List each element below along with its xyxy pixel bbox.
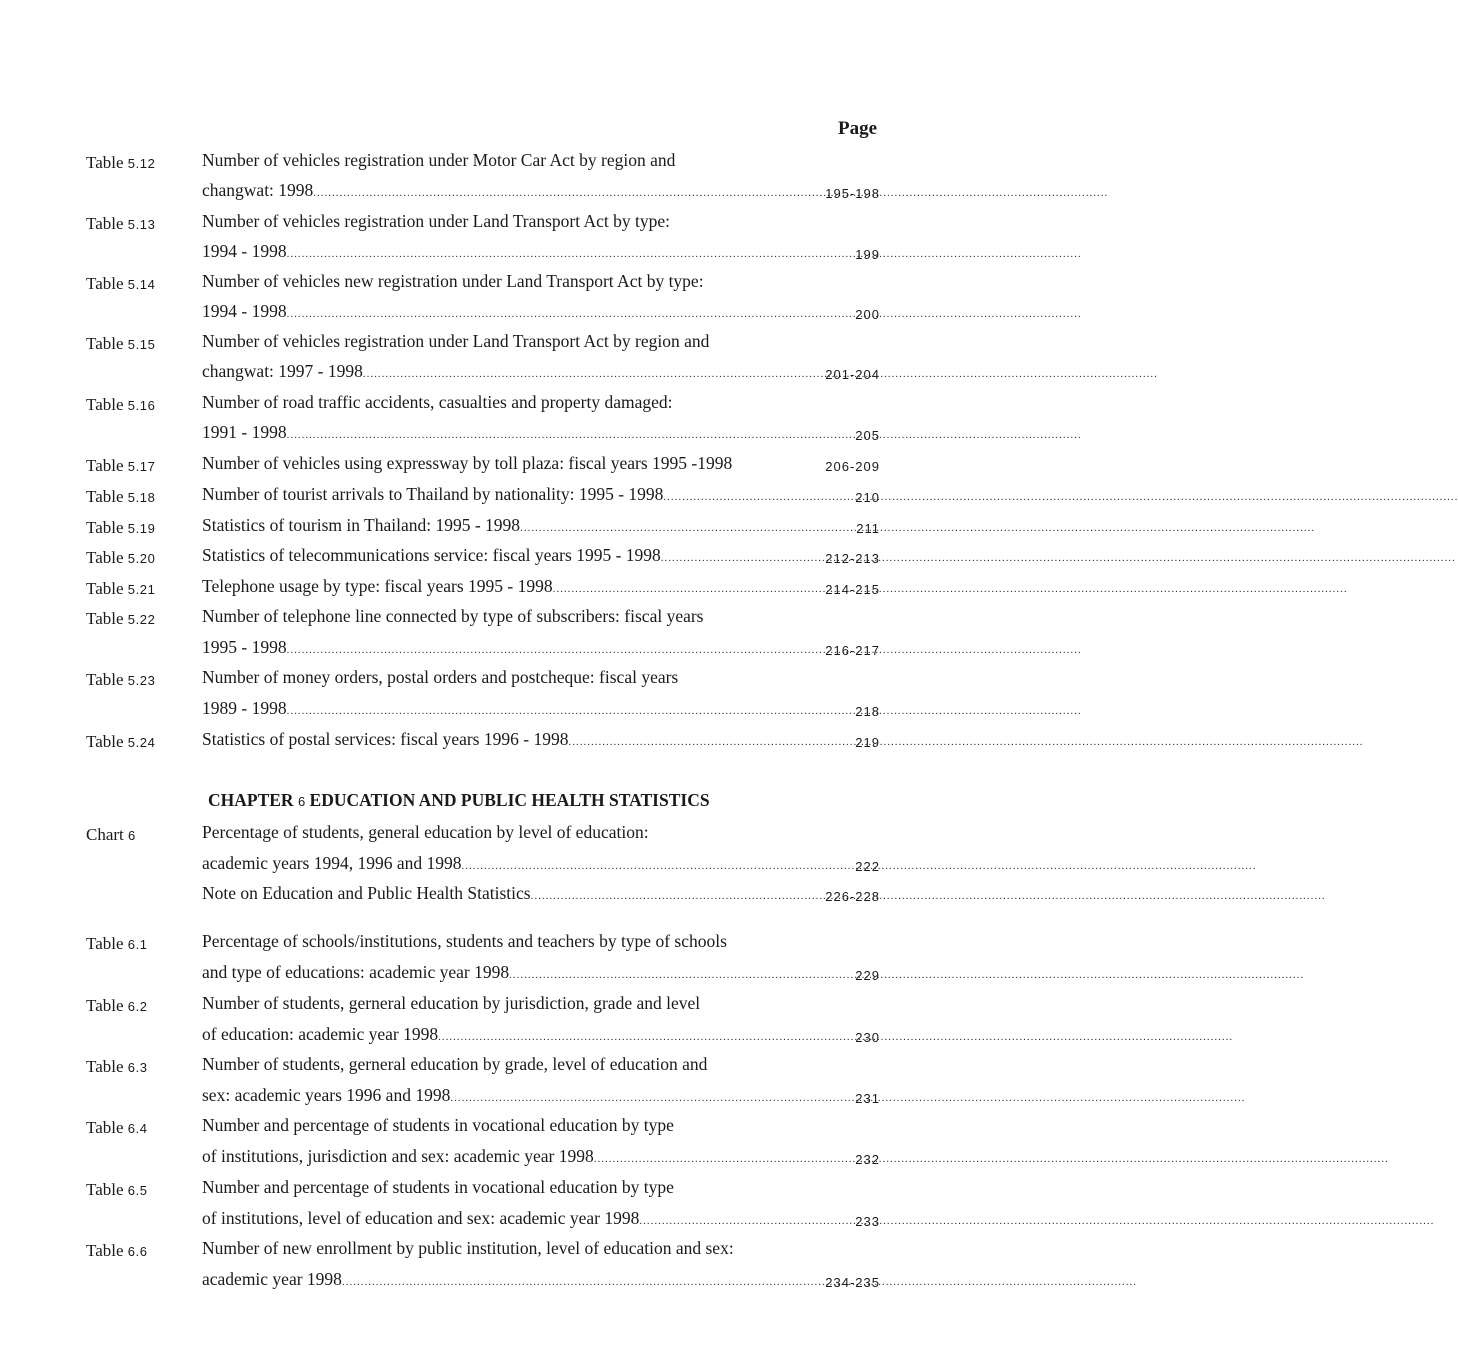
entry-label	[86, 1057, 148, 1077]
label-number: 6.6	[127, 1244, 148, 1259]
entry-title-line2: sex: academic years 1996 and 1998 .....	[202, 1085, 796, 1111]
chapter-title: EDUCATION AND PUBLIC HEALTH STATISTICS	[309, 790, 710, 810]
entry-title-line1: Percentage of schools/institutions, students and teachers by type of schools	[202, 931, 727, 951]
dot-leader	[342, 1276, 1137, 1288]
entry-page-number: 199	[855, 247, 880, 262]
label-number: 6.4	[127, 1121, 148, 1136]
entry-title-line2: of institutions, jurisdiction and sex: academic year 1998 .....	[202, 1146, 796, 1172]
entry-page-number: 233	[855, 1214, 880, 1229]
label-word: Table	[86, 395, 124, 414]
entry-page-number: 211	[856, 521, 880, 536]
label-word: Table	[86, 214, 124, 233]
entry-title-line2: and type of educations: academic year 1998 .....	[202, 962, 796, 988]
entry-page-number: 229	[855, 968, 880, 983]
label-number: 6.5	[127, 1183, 148, 1198]
entry-label	[86, 996, 148, 1016]
page-column-heading: Page	[838, 118, 878, 139]
dot-leader	[594, 1153, 1389, 1165]
entry-page-number: 226-228	[825, 889, 880, 904]
entry-title-line1: Number of vehicles registration under Motor Car Act by region and	[202, 150, 676, 170]
entry-label	[86, 518, 155, 538]
entry-page-number: 206-209	[825, 459, 880, 474]
label-word: Table	[86, 274, 124, 293]
dot-leader	[520, 522, 1315, 534]
entry-label	[86, 579, 155, 599]
label-number: 6.3	[127, 1060, 148, 1075]
label-word: Table	[86, 934, 124, 953]
chapter-number: 6	[297, 794, 306, 809]
label-word: Table	[86, 996, 124, 1015]
entry-page-number: 201-204	[825, 367, 880, 382]
entry-page-number: 232	[855, 1152, 880, 1167]
entry-title-line2: 1989 - 1998 .....	[202, 698, 796, 724]
entry-label	[86, 395, 155, 415]
entry-title-line1: Number of new enrollment by public institution, level of education and sex:	[202, 1238, 734, 1258]
dot-leader	[509, 969, 1304, 981]
entry-title-line2: 1991 - 1998 .....	[202, 422, 796, 448]
entry-title-line2: academic years 1994, 1996 and 1998 .....	[202, 853, 796, 879]
entry-page-number: 210	[855, 490, 880, 505]
entry-page-number: 218	[855, 704, 880, 719]
chapter-heading	[208, 790, 710, 811]
dot-leader	[639, 1215, 1434, 1227]
label-number: 5.20	[127, 551, 156, 566]
entry-label	[86, 548, 155, 568]
entry-title-line2: changwat: 1998 .....	[202, 180, 796, 206]
entry-title-line1: Number and percentage of students in vocational education by type	[202, 1115, 674, 1135]
entry-title-line1: Number of road traffic accidents, casualties and property damaged:	[202, 392, 673, 412]
entry-page-number: 219	[855, 735, 880, 750]
entry-page-number: 216-217	[825, 643, 880, 658]
entry-title-line2: of education: academic year 1998 .....	[202, 1024, 796, 1050]
label-word: Table	[86, 579, 124, 598]
label-number: 5.17	[127, 459, 156, 474]
label-number: 6.2	[127, 999, 148, 1014]
label-word: Table	[86, 670, 124, 689]
label-number: 6.1	[127, 937, 148, 952]
entry-title-line1: Statistics of telecommunications service: fiscal years 1995 - 1998 .....	[202, 545, 796, 571]
entry-label	[86, 1241, 148, 1261]
label-number: 5.16	[127, 398, 156, 413]
entry-title-line1: Statistics of tourism in Thailand: 1995 - 1998 .....	[202, 515, 796, 541]
label-word: Table	[86, 334, 124, 353]
entry-title-line1: Number of money orders, postal orders and postcheque: fiscal years	[202, 667, 679, 687]
dot-leader	[287, 248, 1082, 260]
label-number: 5.21	[127, 582, 156, 597]
entry-title-line2: academic year 1998 .....	[202, 1269, 796, 1295]
label-number: 5.15	[127, 337, 156, 352]
entry-page-number: 214-215	[825, 582, 880, 597]
entry-title-line1: Number of tourist arrivals to Thailand by nationality: 1995 - 1998 .....	[202, 484, 796, 510]
entry-label	[86, 609, 155, 629]
dot-leader	[313, 187, 1108, 199]
dot-leader	[531, 890, 1326, 902]
entry-title-line1: Number of students, gerneral education by jurisdiction, grade and level	[202, 993, 701, 1013]
entry-title-line1: Number of telephone line connected by type of subscribers: fiscal years	[202, 606, 704, 626]
entry-label	[86, 456, 155, 476]
entry-label	[86, 1180, 148, 1200]
entry-label	[86, 825, 136, 845]
entry-page-number: 212-213	[825, 551, 880, 566]
entry-label	[86, 487, 155, 507]
entry-page-number: 200	[855, 307, 880, 322]
label-word: Table	[86, 609, 124, 628]
dot-leader	[287, 705, 1082, 717]
entry-title-line1: Statistics of postal services: fiscal years 1996 - 1998 .....	[202, 729, 796, 755]
label-number: 5.22	[127, 612, 156, 627]
entry-label	[86, 274, 155, 294]
entry-title-line1: Percentage of students, general education by level of education:	[202, 822, 649, 842]
label-number: 5.23	[127, 673, 156, 688]
entry-label	[86, 214, 155, 234]
label-word: Table	[86, 732, 124, 751]
label-word: Table	[86, 1118, 124, 1137]
entry-page-number: 222	[855, 859, 880, 874]
entry-title-line1: Number and percentage of students in vocational education by type	[202, 1177, 674, 1197]
entry-label	[86, 732, 155, 752]
label-word: Table	[86, 487, 124, 506]
entry-title-line1: Number of students, gerneral education by grade, level of education and	[202, 1054, 708, 1074]
dot-leader	[287, 308, 1082, 320]
entry-label	[86, 153, 155, 173]
entry-page-number: 205	[855, 428, 880, 443]
entry-label	[86, 934, 148, 954]
label-number: 5.14	[127, 277, 156, 292]
dot-leader	[287, 429, 1082, 441]
label-number: 5.19	[127, 521, 156, 536]
label-number: 5.18	[127, 490, 156, 505]
label-number: 5.12	[127, 156, 156, 171]
entry-page-number: 234-235	[825, 1275, 880, 1290]
label-word: Table	[86, 1180, 124, 1199]
entry-title-line1: Note on Education and Public Health Statistics .....	[202, 883, 796, 909]
entry-label	[86, 334, 155, 354]
entry-title-line1: Number of vehicles using expressway by toll plaza: fiscal years 1995 -1998	[202, 453, 733, 473]
entry-page-number: 195-198	[825, 186, 880, 201]
entry-label	[86, 670, 155, 690]
entry-title-line2: 1995 - 1998 .....	[202, 637, 796, 663]
label-word: Table	[86, 548, 124, 567]
entry-page-number: 231	[855, 1091, 880, 1106]
dot-leader	[287, 644, 1082, 656]
entry-title-line1: Number of vehicles registration under Land Transport Act by region and	[202, 331, 710, 351]
entry-page-number: 230	[855, 1030, 880, 1045]
entry-title-line1: Number of vehicles new registration under Land Transport Act by type:	[202, 271, 704, 291]
entry-title-line2: 1994 - 1998 .....	[202, 301, 796, 327]
label-word: Table	[86, 518, 124, 537]
label-number: 5.13	[127, 217, 156, 232]
label-word: Table	[86, 1241, 124, 1260]
dot-leader	[553, 583, 1348, 595]
label-number: 6	[128, 828, 136, 843]
label-word: Table	[86, 153, 124, 172]
entry-title-line2: changwat: 1997 - 1998 .....	[202, 361, 796, 387]
label-number: 5.24	[127, 735, 156, 750]
entry-title-line2: of institutions, level of education and sex: academic year 1998 .....	[202, 1208, 796, 1234]
entry-title-line1: Number of vehicles registration under Land Transport Act by type:	[202, 211, 671, 231]
entry-title-line2: 1994 - 1998 .....	[202, 241, 796, 267]
dot-leader	[568, 736, 1363, 748]
label-word: Table	[86, 456, 124, 475]
label-word: Chart	[86, 825, 124, 844]
entry-title-line1: Telephone usage by type: fiscal years 1995 - 1998 .....	[202, 576, 796, 602]
entry-label	[86, 1118, 148, 1138]
label-word: Table	[86, 1057, 124, 1076]
chapter-prefix: CHAPTER	[208, 790, 294, 810]
